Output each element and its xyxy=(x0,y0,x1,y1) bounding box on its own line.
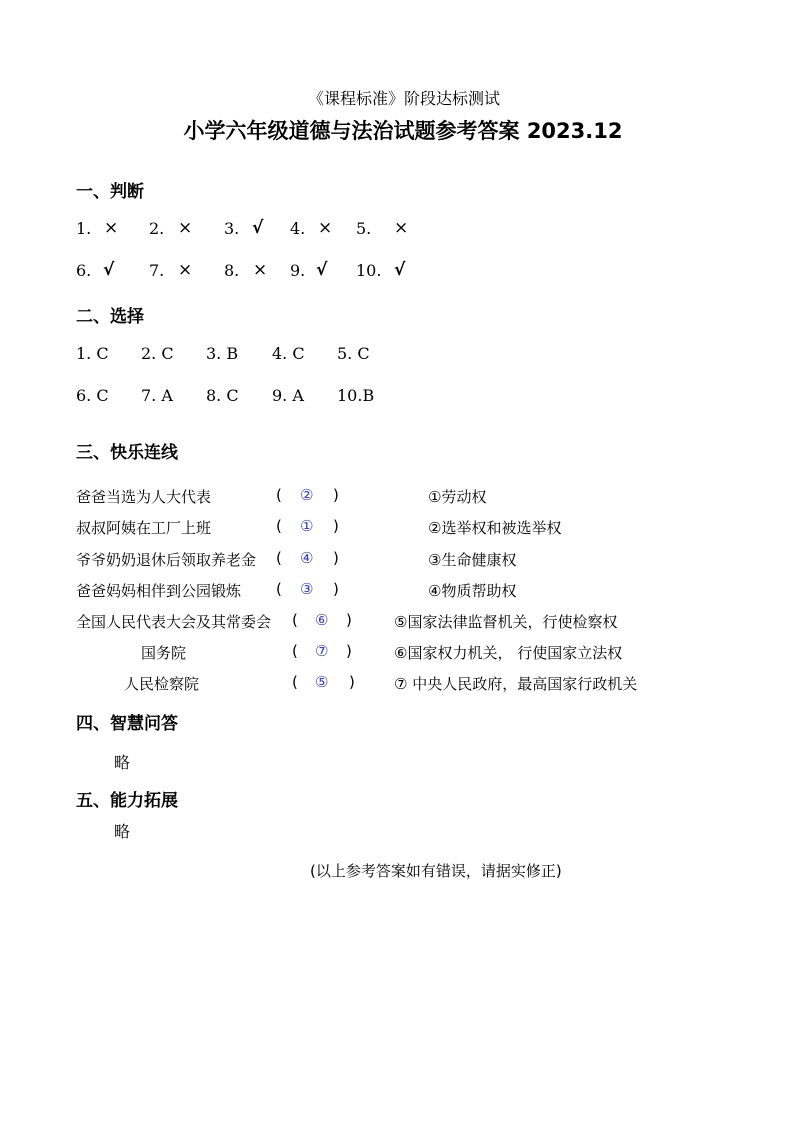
close-paren: ) xyxy=(349,673,355,691)
cross-mark: × xyxy=(104,218,119,238)
close-paren: ) xyxy=(333,580,339,598)
check-mark: √ xyxy=(252,218,264,238)
extension-answer: 略 xyxy=(114,822,131,841)
open-paren: ( xyxy=(276,517,282,535)
choice-answer: 2. C xyxy=(141,344,174,363)
choice-answer: 7. A xyxy=(141,386,173,405)
choice-answer: 1. C xyxy=(76,344,109,363)
matching-left-item: 爷爷奶奶退休后领取养老金 xyxy=(76,551,257,569)
matching-answer: ④ xyxy=(300,549,314,567)
matching-right-item: ①劳动权 xyxy=(428,488,487,506)
matching-left-item: 全国人民代表大会及其常委会 xyxy=(76,613,272,631)
section-heading-matching: 三、快乐连线 xyxy=(76,443,178,463)
section-heading-judgement: 一、判断 xyxy=(76,182,144,202)
matching-right-item: ⑦ 中央人民政府，最高国家行政机关 xyxy=(394,675,638,693)
matching-answer: ② xyxy=(300,486,314,504)
question-number: 6. xyxy=(76,261,92,280)
close-paren: ) xyxy=(346,611,352,629)
close-paren: ) xyxy=(333,517,339,535)
choice-answer: 8. C xyxy=(206,386,239,405)
choice-answer: 9. A xyxy=(272,386,304,405)
open-paren: ( xyxy=(276,486,282,504)
question-number: 7. xyxy=(149,261,165,280)
open-paren: ( xyxy=(276,549,282,567)
cross-mark: × xyxy=(178,260,193,280)
matching-left-item: 爸爸妈妈相伴到公园锻炼 xyxy=(76,582,242,600)
open-paren: ( xyxy=(292,611,298,629)
check-mark: √ xyxy=(394,260,406,280)
matching-right-item: ④物质帮助权 xyxy=(428,582,517,600)
matching-answer: ⑥ xyxy=(315,611,329,629)
section-heading-choice: 二、选择 xyxy=(76,307,144,327)
matching-left-item: 爸爸当选为人大代表 xyxy=(76,488,212,506)
choice-answer: 3. B xyxy=(206,344,239,363)
matching-left-item: 人民检察院 xyxy=(124,675,200,693)
matching-left-item: 国务院 xyxy=(141,644,187,662)
choice-answer: 6. C xyxy=(76,386,109,405)
close-paren: ) xyxy=(333,486,339,504)
matching-right-item: ⑥国家权力机关， 行使国家立法权 xyxy=(394,644,623,662)
question-number: 10. xyxy=(356,261,382,280)
check-mark: √ xyxy=(103,260,115,280)
question-number: 8. xyxy=(224,261,240,280)
section-heading-qa: 四、智慧问答 xyxy=(76,714,178,734)
open-paren: ( xyxy=(292,673,298,691)
cross-mark: × xyxy=(178,218,193,238)
question-number: 3. xyxy=(224,219,240,238)
check-mark: √ xyxy=(316,260,328,280)
matching-left-item: 叔叔阿姨在工厂上班 xyxy=(76,519,212,537)
question-number: 9. xyxy=(290,261,306,280)
matching-right-item: ⑤国家法律监督机关，行使检察权 xyxy=(394,613,618,631)
cross-mark: × xyxy=(253,260,268,280)
question-number: 1. xyxy=(76,219,92,238)
section-heading-extension: 五、能力拓展 xyxy=(76,791,178,811)
cross-mark: × xyxy=(318,218,333,238)
matching-right-item: ②选举权和被选举权 xyxy=(428,519,562,537)
close-paren: ) xyxy=(346,642,352,660)
exam-subtitle: 《课程标准》阶段达标测试 xyxy=(307,89,500,108)
question-number: 4. xyxy=(290,219,306,238)
open-paren: ( xyxy=(292,642,298,660)
matching-answer: ⑦ xyxy=(315,642,329,660)
page-title: 小学六年级道德与法治试题参考答案 2023.12 xyxy=(183,119,623,143)
close-paren: ) xyxy=(333,549,339,567)
matching-right-item: ③生命健康权 xyxy=(428,551,517,569)
question-number: 2. xyxy=(149,219,165,238)
choice-answer: 5. C xyxy=(337,344,370,363)
matching-answer: ⑤ xyxy=(315,673,329,691)
cross-mark: × xyxy=(394,218,409,238)
question-number: 5. xyxy=(356,219,372,238)
matching-answer: ③ xyxy=(300,580,314,598)
open-paren: ( xyxy=(276,580,282,598)
matching-answer: ① xyxy=(300,517,314,535)
qa-answer: 略 xyxy=(114,753,131,772)
choice-answer: 4. C xyxy=(272,344,305,363)
correction-note: (以上参考答案如有错误，请据实修正) xyxy=(310,862,562,880)
choice-answer: 10.B xyxy=(337,386,375,405)
